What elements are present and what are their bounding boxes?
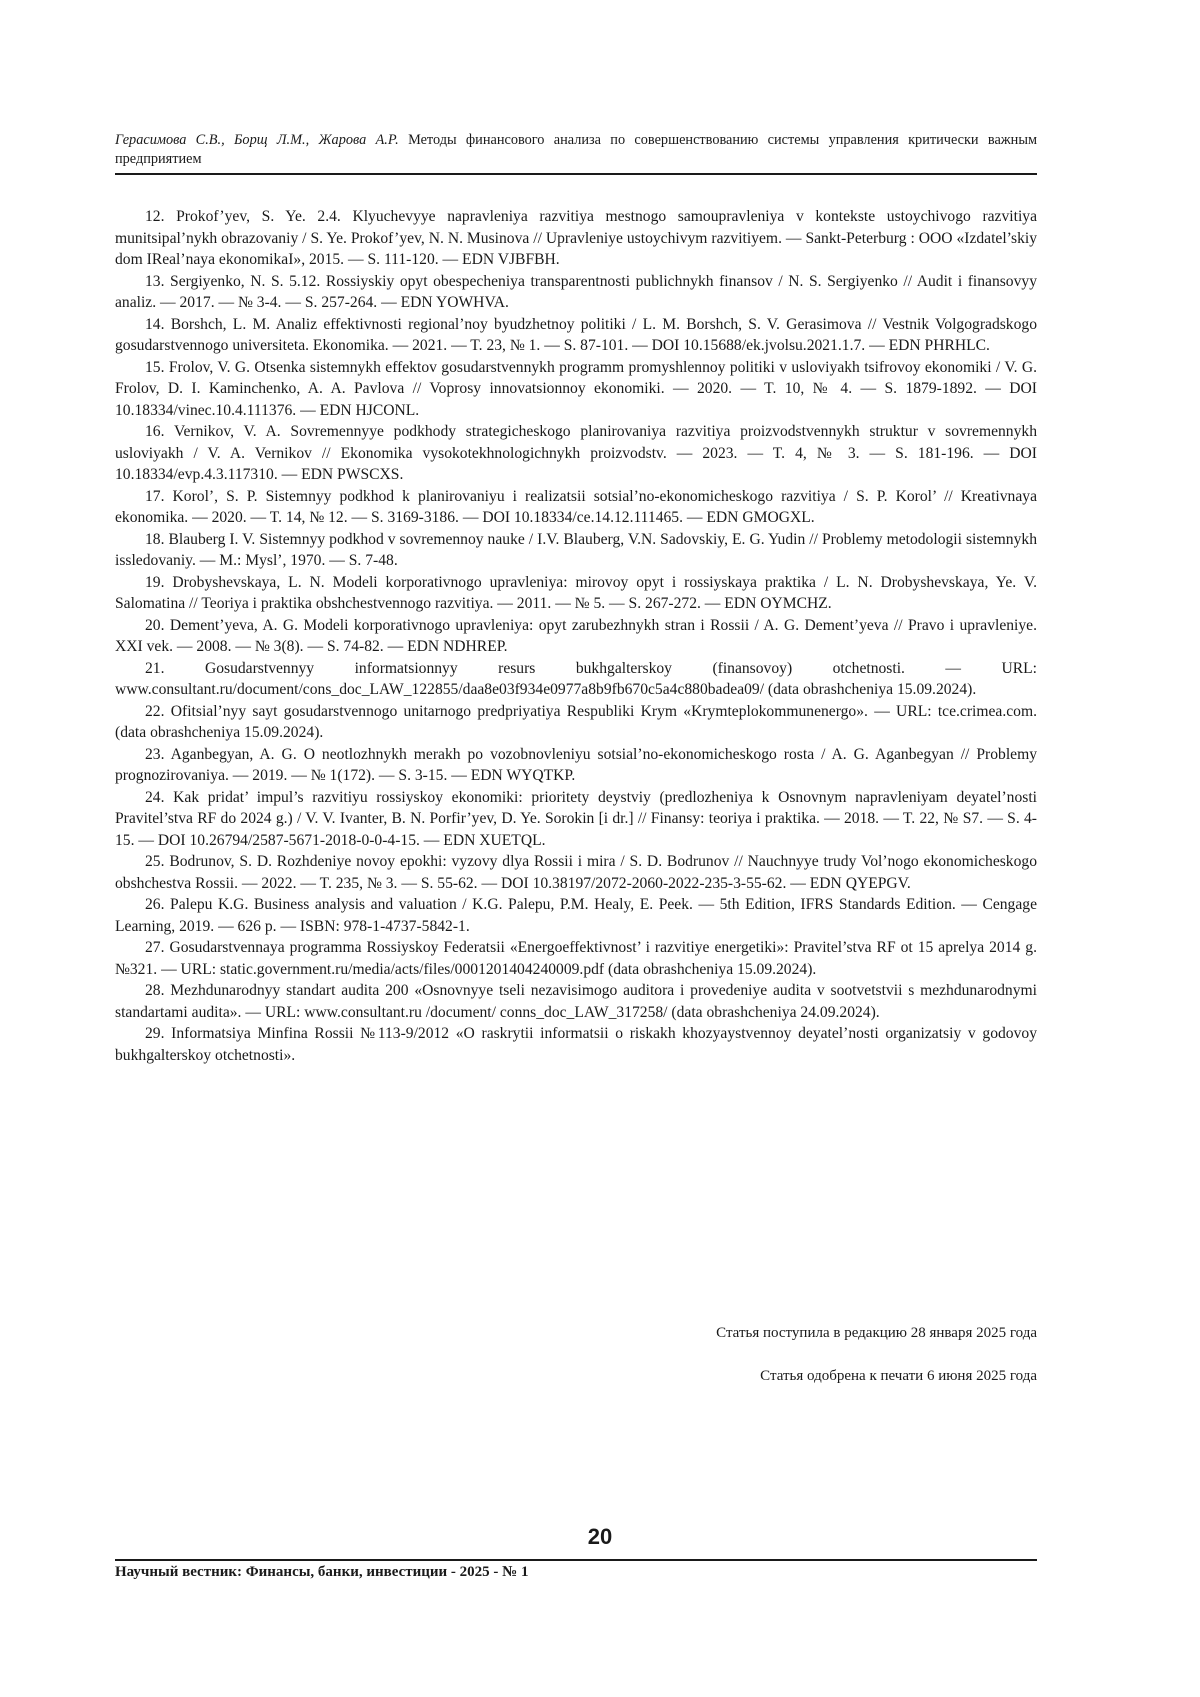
reference-item: 19. Drobyshevskaya, L. N. Modeli korporativnogo upravleniya: mirovoy opyt i rossiyskaya praktika / L. N. Drobyshevskaya, Ye. V. Salomatina // Teoriya i praktika obshchestvennogo razvitiya. — 2011. — № 5. — S. 267-272. — EDN OYMCHZ. xyxy=(115,573,1037,612)
reference-item: 24. Kak pridat’ impul’s razvitiyu rossiyskoy ekonomiki: prioritety deystviy (predlozheniya k Osnovnym napravleniyam deyatel’nosti Pravitel’stva RF do 2024 g.) / V. V. Ivanter, B. N. Porfir’yev, D. Ye. Sorokin [i dr.] // Finansy: teoriya i praktika. — 2018. — T. 22, № S7. — S. 4-15. — DOI 10.26794/2587-5671-2018-0-0-4-15. — EDN XUETQL. xyxy=(115,788,1037,849)
reference-item: 22. Ofitsial’nyy sayt gosudarstvennogo unitarnogo predpriyatiya Respubliki Krym «Krymteplokommunenergo». — URL: tce.crimea.com. (data obrashcheniya 15.09.2024). xyxy=(115,702,1037,741)
reference-item: 12. Prokof’yev, S. Ye. 2.4. Klyuchevyye napravleniya razvitiya mestnogo samoupravleniya v kontekste ustoychivogo razvitiya munitsipal’nykh obrazovaniy / S. Ye. Prokof’yev, N. N. Musinova // Upravleniye ustoychivym razvitiyem. — Sankt-Peterburg : OOO «Izdatel’skiy dom IReal’naya ekonomikaI», 2015. — S. 111-120. — EDN VJBFBH. xyxy=(115,208,1037,268)
reference-item: 18. Blauberg I. V. Sistemnyy podkhod v sovremennoy nauke / I.V. Blauberg, V.N. Sadovskiy, E. G. Yudin // Problemy metodologii sistemnykh issledovaniy. — M.: Mysl’, 1970. — S. 7-48. xyxy=(115,530,1037,569)
reference-item: 21. Gosudarstvennyy informatsionnyy resurs bukhgalterskoy (finansovoy) otchetnosti. — URL: www.consultant.ru/document/cons_doc_LAW_122855/daa8e03f934e0977a8b9fb670c5a4c880badea09/ (data obrashcheniya 15.09.2024). xyxy=(115,659,1037,698)
footer-divider xyxy=(115,1559,1037,1561)
reference-item: 20. Dement’yeva, A. G. Modeli korporativnogo upravleniya: opyt zarubezhnykh stran i Rossii / A. G. Dement’yeva // Pravo i upravleniye. XXI vek. — 2008. — № 3(8). — S. 74-82. — EDN NDHREP. xyxy=(115,616,1037,655)
page-number: 20 xyxy=(587,1524,613,1549)
reference-item: 13. Sergiyenko, N. S. 5.12. Rossiyskiy opyt obespecheniya transparentnosti publichnykh finansov / N. S. Sergiyenko // Audit i finansovyy analiz. — 2017. — № 3-4. — S. 257-264. — EDN YOWHVA. xyxy=(115,272,1037,311)
approved-date: Статья одобрена к печати 6 июня 2025 года xyxy=(760,1368,1037,1384)
running-header xyxy=(115,131,1037,169)
header-divider xyxy=(115,173,1037,175)
reference-item: 25. Bodrunov, S. D. Rozhdeniye novoy epokhi: vyzovy dlya Rossii i mira / S. D. Bodrunov // Nauchnyye trudy Vol’nogo ekonomicheskogo obshchestva Rossii. — 2022. — T. 235, № 3. — S. 55-62. — DOI 10.38197/2072-2060-2022-235-3-55-62. — EDN QYEPGV. xyxy=(115,853,1037,892)
reference-item: 27. Gosudarstvennaya programma Rossiyskoy Federatsii «Energoeffektivnost’ i razvitiye energetiki»: Pravitel’stva RF ot 15 aprelya 2014 g. №321. — URL: static.government.ru/media/acts/files/0001201404240009.pdf (data obrashcheniya 15.09.2024). xyxy=(115,939,1037,978)
reference-list xyxy=(115,206,1037,1066)
running-header-authors: Герасимова С.В., Борщ Л.М., Жарова А.Р. xyxy=(115,132,399,148)
reference-item: 29. Informatsiya Minfina Rossii №113-9/2012 «O raskrytii informatsii o riskakh khozyaystvennoy deyatel’nosti organizatsiy v godovoy bukhgalterskoy otchetnosti». xyxy=(115,1025,1037,1064)
reference-item: 26. Palepu K.G. Business analysis and valuation / K.G. Palepu, P.M. Healy, E. Peek. — 5th Edition, IFRS Standards Edition. — Cengage Learning, 2019. — 626 p. — ISBN: 978-1-4737-5842-1. xyxy=(115,896,1037,935)
reference-item: 14. Borshch, L. M. Analiz effektivnosti regional’noy byudzhetnoy politiki / L. M. Borshch, S. V. Gerasimova // Vestnik Volgogradskogo gosudarstvennogo universiteta. Ekonomika. — 2021. — T. 23, № 1. — S. 87-101. — DOI 10.15688/ek.jvolsu.2021.1.7. — EDN PHRHLC. xyxy=(115,315,1037,354)
journal-footer: Научный вестник: Финансы, банки, инвестиции - 2025 - № 1 xyxy=(115,1564,529,1580)
reference-item: 17. Korol’, S. P. Sistemnyy podkhod k planirovaniyu i realizatsii sotsial’no-ekonomicheskogo razvitiya / S. P. Korol’ // Kreativnaya ekonomika. — 2020. — T. 14, № 12. — S. 3169-3186. — DOI 10.18334/ce.14.12.111465. — EDN GMOGXL. xyxy=(115,487,1037,526)
running-header-title: Методы финансового анализа по совершенствованию системы управления критически важным предприятием xyxy=(115,132,1037,167)
reference-item: 28. Mezhdunarodnyy standart audita 200 «Osnovnyye tseli nezavisimogo auditora i provedeniye audita v sootvetstvii s mezhdunarodnymi standartami audita». — URL: www.consultant.ru /document/ conns_doc_LAW_317258/ (data obrashcheniya 24.09.2024). xyxy=(115,982,1037,1021)
reference-item: 16. Vernikov, V. A. Sovremennyye podkhody strategicheskogo planirovaniya razvitiya proizvodstvennykh struktur v sovremennykh usloviyakh / V. A. Vernikov // Ekonomika vysokotekhnologichnykh proizvodstv. — 2023. — T. 4, № 3. — S. 181-196. — DOI 10.18334/evp.4.3.117310. — EDN PWSCXS. xyxy=(115,423,1037,483)
received-date: Статья поступила в редакцию 28 января 2025 года xyxy=(716,1325,1037,1341)
reference-item: 23. Aganbegyan, A. G. O neotlozhnykh merakh po vozobnovleniyu sotsial’no-ekonomicheskogo rosta / A. G. Aganbegyan // Problemy prognozirovaniya. — 2019. — № 1(172). — S. 3-15. — EDN WYQTKP. xyxy=(115,745,1037,784)
reference-item: 15. Frolov, V. G. Otsenka sistemnykh effektov gosudarstvennykh programm promyshlennoy politiki v usloviyakh tsifrovoy ekonomiki / V. G. Frolov, D. I. Kaminchenko, A. A. Pavlova // Voprosy innovatsionnoy ekonomiki. — 2020. — T. 10, № 4. — S. 1879-1892. — DOI 10.18334/vinec.10.4.111376. — EDN HJCONL. xyxy=(115,358,1037,419)
